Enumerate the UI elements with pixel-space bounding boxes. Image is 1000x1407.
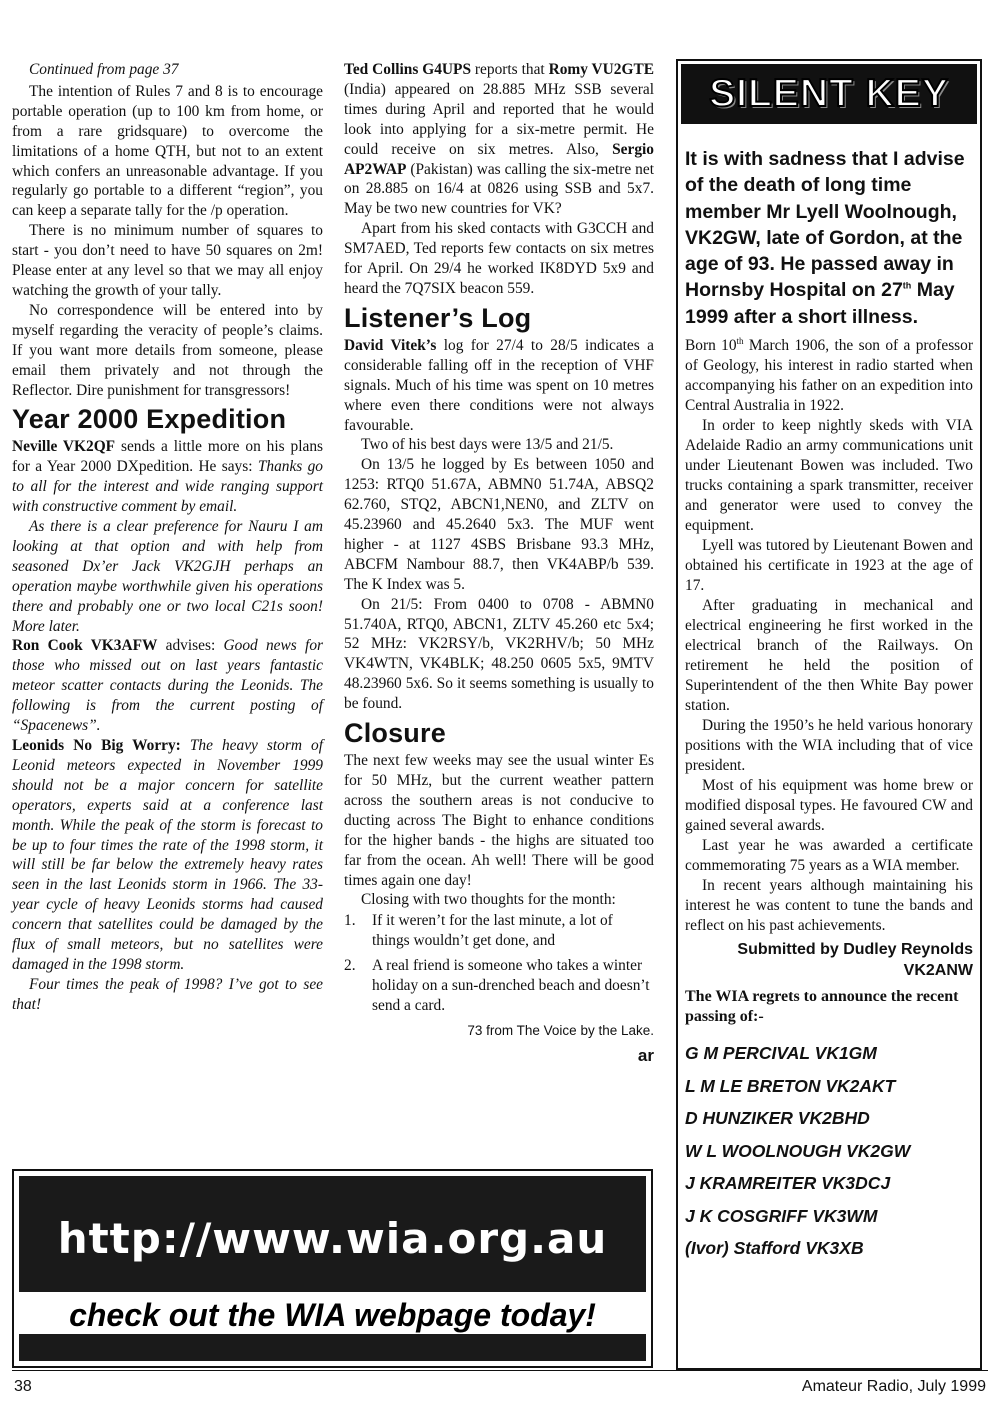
text: advises: [157, 637, 224, 655]
paragraph: During the 1950’s he held various honorary positions with the WIA including that of vice president. [685, 717, 973, 775]
callsign-name: David Vitek’s [344, 336, 437, 354]
callsign-name: Neville VK2QF [12, 438, 116, 456]
submitted-name: Submitted by Dudley Reynolds [737, 941, 973, 959]
superscript: th [902, 280, 912, 291]
obituary-text [685, 336, 973, 936]
deceased-list [685, 1037, 973, 1265]
column-left [12, 60, 323, 1015]
wia-tagline: check out the WIA webpage today! [19, 1292, 646, 1334]
deceased-item: L M LE BRETON VK2AKT [685, 1075, 896, 1096]
list-text: If it weren’t for the last minute, a lot of things wouldn’t get done, and [372, 912, 613, 950]
silent-key-box [676, 59, 982, 1370]
heading-year-2000: Year 2000 Expedition [12, 404, 287, 435]
deceased-item: D HUNZIKER VK2BHD [685, 1108, 870, 1129]
callsign-name: Ron Cook VK3AFW [12, 637, 158, 655]
text: March 1906, the son of a professor of Geology, his interest in radio started when accompanying his father on an expedition into Central Australia in 1922. [685, 337, 973, 415]
publication-footer: Amateur Radio, July 1999 [801, 1378, 986, 1395]
paragraph: Apart from his sked contacts with G3CCH and SM7AED, Ted reports few contacts on six metres for April. On 29/4 he worked IK8DYD 5x9 and heard the 7Q7SIX beacon 559. [344, 220, 654, 297]
quote-paragraph: As there is a clear preference for Nauru I am looking at that option and with help from seasoned Dx’er Jack VK2GJH perhaps an operation maybe worthwhile given his operations there and probably one or two local C21s soon! More later. [12, 518, 323, 635]
heading-listeners-log: Listener’s Log [344, 302, 532, 333]
superscript: th [736, 335, 744, 346]
deceased-item: (Ivor) Stafford VK3XB [685, 1238, 864, 1259]
text: Born 10 [685, 337, 737, 355]
paragraph [344, 60, 654, 219]
paragraph: In order to keep nightly skeds with VIA Adelaide Radio an army communications unit under Lieutenant Bowen was included. Two trucks containing a spark transmitter, receiver and generator were used to convey the equipment. [685, 417, 973, 535]
paragraph: Lyell was tutored by Lieutenant Bowen and obtained his certificate in 1923 at the age of 17. [685, 537, 973, 595]
quote-paragraph: Four times the peak of 1998? I’ve got to see that! [12, 975, 323, 1013]
text: (Pakistan) was calling the six-metre net on 28.885 on 16/4 at 0826 using SSB and 5x7. May be two new countries for VK? [344, 160, 654, 218]
signature: 73 from The Voice by the Lake. [467, 1022, 654, 1038]
paragraph: On 13/5 he logged by Es between 1050 and 1253: RTQ0 51.67A, ABMN0 51.74A, ABSQ2 62.760, STQ2, ABCN1,NEN0, and ZLTV on 45.23960 and 45.2640 5x3. The MUF went higher - at 1127 4SBS Brisbane 93.3 MHz, ABCFM Nambour 88.7, then VK4ABP/b 539. The K Index was 5. [344, 456, 654, 593]
wia-url[interactable]: http://www.wia.org.au [57, 1214, 608, 1263]
list-item [344, 911, 654, 951]
paragraph: In recent years although maintaining his interest he was content to tune the bands and reflect on his past achievements. [685, 877, 973, 935]
silent-key-banner [681, 64, 977, 124]
quote: The heavy storm of Leonid meteors expected in November 1999 should not be a major concern for satellite operators, experts said at a conference last month. While the peak of the storm is forecast to be up to four times the rate of the 1998 storm, it will still be far below the extremely heavy rates seen in the last Leonids storm in 1966. The 33-year cycle of heavy Leonids storms had caused concern that satellites could be damaged by the flux of small meteors, but no satellites were damaged in the 1998 storm. [12, 737, 323, 973]
thoughts-list [344, 911, 654, 1016]
continued-note: Continued from page 37 [29, 61, 179, 78]
deceased-item: G M PERCIVAL VK1GM [685, 1043, 877, 1064]
regrets-notice: The WIA regrets to announce the recent passing of:- [685, 988, 959, 1026]
paragraph: After graduating in mechanical and electrical engineering he first worked in the electrical branch of the Railways. On retirement he held the position of Superintendent of the then White Bay power station. [685, 597, 973, 715]
list-number: 2. [344, 957, 356, 975]
paragraph [12, 736, 323, 975]
end-mark: ar [637, 1045, 654, 1065]
quote: Thanks go to all for the interest and wide ranging support with constructive comment by email. [12, 458, 323, 516]
page-number: 38 [14, 1378, 32, 1395]
paragraph [344, 336, 654, 436]
heading-closure: Closure [344, 718, 446, 749]
paragraph [685, 336, 973, 416]
wia-banner-background [19, 1176, 646, 1361]
text: May 1999 after a short illness. [685, 279, 955, 328]
paragraph [12, 437, 323, 517]
quote: Good news for those who missed out on last years fantastic meteor scatter contacts during the Leonids. The following is from the current posting of “Spacenews”. [12, 637, 323, 735]
text: It is with sadness that I advise of the death of long time member Mr Lyell Woolnough, VK2GW, late of Gordon, at the age of 93. He passed away in Hornsby Hospital on 27 [685, 148, 965, 302]
silent-key-intro [685, 146, 973, 330]
paragraph: The intention of Rules 7 and 8 is to encourage portable operation (up to 100 km from home, or from a rare gridsquare) to overcome the limitations of a home QTH, but not to an extent which confers an unreasonable advantage. If you regularly go portable to a different “region”, you can keep a separate tally for the /p operation. [12, 82, 323, 220]
deceased-item: J KRAMREITER VK3DCJ [685, 1173, 891, 1194]
submitted-callsign: VK2ANW [903, 962, 973, 980]
paragraph: Two of his best days were 13/5 and 21/5. [361, 436, 614, 454]
subhead-leonids: Leonids No Big Worry: [12, 737, 181, 754]
text: log for 27/4 to 28/5 indicates a considerable falling off in the reception of VHF signals. Much of his time was spent on 10 metres where even there conditions were not always favourable. [344, 336, 654, 434]
paragraph: Last year he was awarded a certificate commemorating 75 years as a WIA member. [685, 837, 973, 875]
callsign-name: Romy VU2GTE [548, 61, 654, 78]
paragraph: There is no minimum number of squares to start - you don’t need to have 50 squares on 2m! Please enter at any level so that we may all enjoy watching the growth of your tally. [12, 222, 323, 299]
deceased-item: W L WOOLNOUGH VK2GW [685, 1140, 911, 1161]
silent-key-title: SILENT KEY [709, 72, 949, 115]
column-middle [344, 60, 654, 1066]
list-text: A real friend is someone who takes a winter holiday on a sun-drenched beach and doesn’t send a card. [372, 957, 650, 1014]
list-item [344, 956, 654, 1016]
text: reports that [471, 61, 549, 78]
text: (India) appeared on 28.885 MHz SSB several times during April and reported that he would look into applying for a six-metre permit. He could receive on six metres. Also, [344, 80, 654, 158]
deceased-item: J K COSGRIFF VK3WM [685, 1205, 878, 1226]
paragraph: Closing with two thoughts for the month: [361, 891, 616, 909]
list-number: 1. [344, 912, 356, 930]
paragraph: No correspondence will be entered into by myself regarding the veracity of people’s claims. If you want more details from someone, please email them privately and not through the Reflector. Dire punishment for transgressors! [12, 301, 323, 399]
wia-web-banner[interactable] [12, 1169, 653, 1368]
callsign-name: Sergio AP2WAP [344, 140, 654, 178]
paragraph [12, 636, 323, 736]
footer-rule [12, 1370, 988, 1371]
callsign-name: Ted Collins G4UPS [344, 61, 472, 78]
text: sends a little more on his plans for a Year 2000 DXpedition. He says: [12, 438, 324, 476]
silent-key-body [685, 146, 973, 1265]
paragraph: The next few weeks may see the usual winter Es for 50 MHz, but the current weather pattern across the southern areas is not conducive to ducting across The Bight to enhance conditions for the higher bands - the highs are situated too far from the ocean. Ah well! There will be good times again one day! [344, 752, 654, 889]
submitted-by [685, 939, 973, 981]
paragraph: On 21/5: From 0400 to 0708 - ABMN0 51.740A, RTQ0, ABCN1, ZLTV 45.260 etc 5x4; 52 MHz: VK2RSY/b, VK2RHV/b; 50 MHz VK4WTN, VK4BLK; 48.250 0605 5x5, 9MTV 48.23960 5x6. So it seems something is usually to be found. [344, 595, 654, 713]
paragraph: Most of his equipment was home brew or modified disposal types. He favoured CW and gained several awards. [685, 777, 973, 835]
